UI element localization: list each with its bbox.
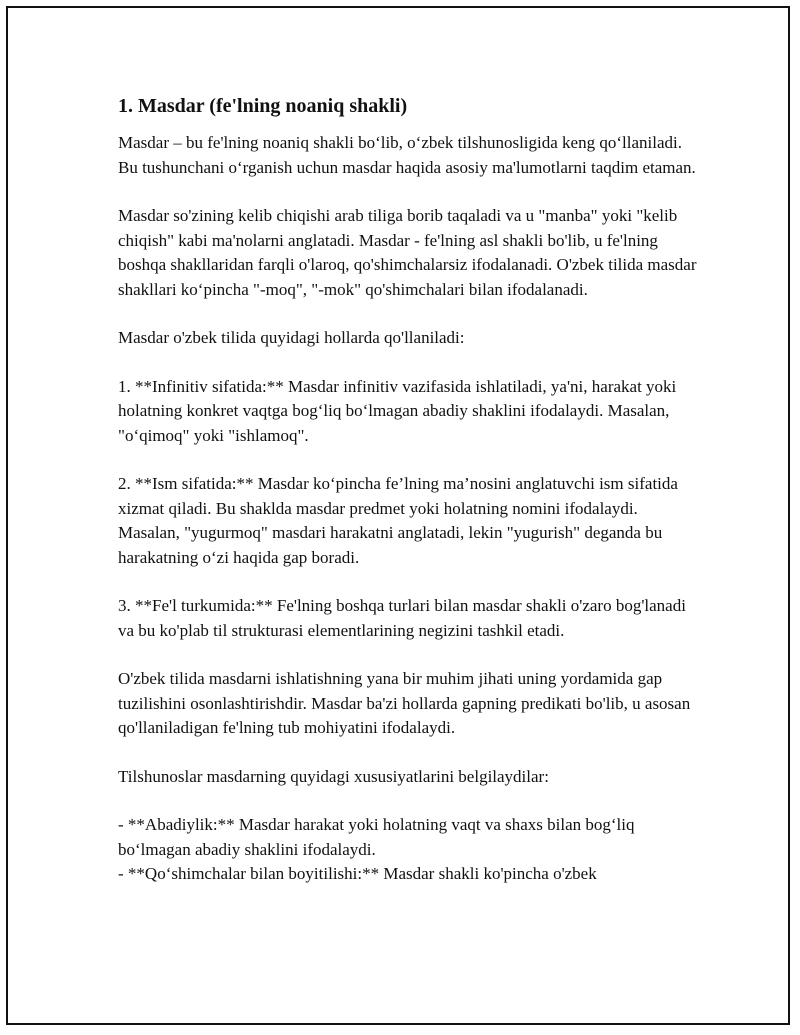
document-title: 1. Masdar (fe'lning noaniq shakli) bbox=[118, 95, 408, 117]
paragraph-usage-intro: Masdar o'zbek tilida quyidagi hollarda qo'llaniladi: bbox=[118, 328, 465, 347]
list-item-noun: 2. **Ism sifatida:** Masdar ko‘pincha fe’lning ma’nosini anglatuvchi ism sifatida xizmat qiladi. Bu shaklda masdar predmet yoki holatning nomini ifodalaydi. Masalan, "yugurmoq" masdari harakatni anglatadi, lekin "yugurish" deganda bu harakatning o‘zi haqida gap boradi. bbox=[118, 474, 678, 567]
document-body bbox=[118, 94, 698, 887]
list-item-verb-category: 3. **Fe'l turkumida:** Fe'lning boshqa turlari bilan masdar shakli o'zaro bog'lanadi va bu ko'plab til strukturasi elementlarining negizini tashkil etadi. bbox=[118, 596, 686, 640]
paragraph-origin: Masdar so'zining kelib chiqishi arab tiliga borib taqaladi va u "manba" yoki "kelib chiqish" kabi ma'nolarni anglatadi. Masdar - fe'lning asl shakli bo'lib, u fe'lning boshqa shakllaridan farqli o'laroq, qo'shimchalarsiz ifodalanadi. O'zbek tilida masdar shakllari ko‘pincha "-moq", "-mok" qo'shimchalari bilan ifodalanadi. bbox=[118, 206, 697, 299]
paragraph-sentence-structure: O'zbek tilida masdarni ishlatishning yana bir muhim jihati uning yordamida gap tuzilishini osonlashtirishdir. Masdar ba'zi hollarda gapning predikati bo'lib, u asosan qo'llaniladigan fe'lning tub mohiyatini ifodalaydi. bbox=[118, 669, 691, 737]
bullet-item-eternity: - **Abadiylik:** Masdar harakat yoki holatning vaqt va shaxs bilan bog‘liq bo‘lmagan abadiy shaklini ifodalaydi. bbox=[118, 815, 635, 859]
bullet-item-suffixes: - **Qo‘shimchalar bilan boyitilishi:** Masdar shakli ko'pincha o'zbek bbox=[118, 864, 597, 883]
list-item-infinitive: 1. **Infinitiv sifatida:** Masdar infinitiv vazifasida ishlatiladi, ya'ni, harakat yoki holatning konkret vaqtga bog‘liq bo‘lmagan abadiy shaklini ifodalaydi. Masalan, "o‘qimoq" yoki "ishlamoq". bbox=[118, 376, 677, 445]
paragraph-intro: Masdar – bu fe'lning noaniq shakli bo‘lib, o‘zbek tilshunosligida keng qo‘llaniladi. Bu tushunchani o‘rganish uchun masdar haqida asosiy ma'lumotlarni taqdim etaman. bbox=[118, 133, 696, 177]
paragraph-properties-intro: Tilshunoslar masdarning quyidagi xususiyatlarini belgilaydilar: bbox=[118, 766, 549, 786]
